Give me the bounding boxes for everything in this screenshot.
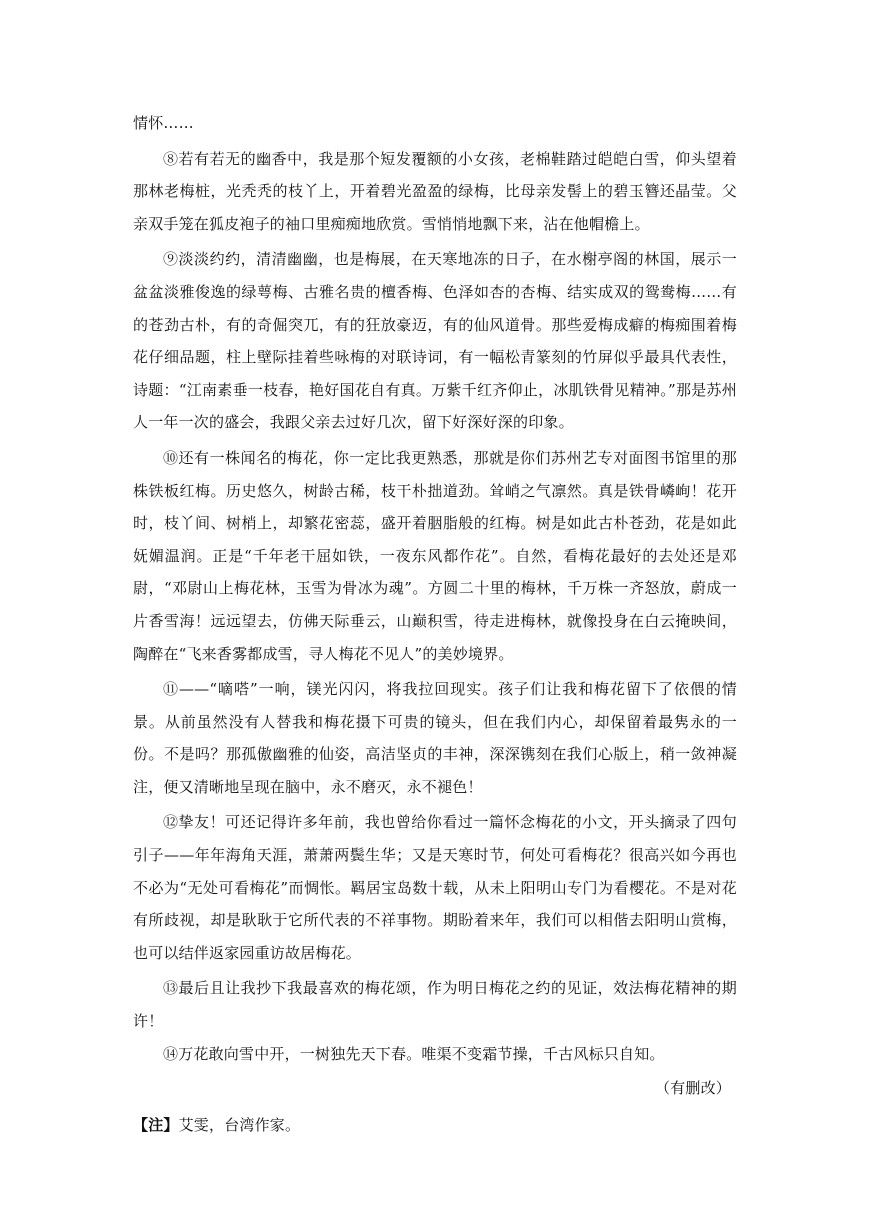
paragraph-11: ⑪——“嘀嗒”一响，镁光闪闪，将我拉回现实。孩子们让我和梅花留下了依偎的情景。从前虽然没有人替我和梅花摄下可贵的镜头，但在我们内心，却保留着最隽永的一份。不是吗？那孤傲幽雅的仙姿，高洁坚贞的丰神，深深镌刻在我们心版上，稍一敛神凝注，便又清晰地呈现在脑中，永不磨灭，永不褪色！ <box>133 680 737 796</box>
source-note: （有删改） <box>654 1079 731 1098</box>
paragraph-9: ⑨淡淡约约，清清幽幽，也是梅展，在天寒地冻的日子，在水榭亭阁的林国，展示一盆盆淡雅俊逸的绿萼梅、古雅名贵的檀香梅、色泽如杏的杏梅、结实成双的鸳鸯梅……有的苍劲古朴，有的奇倔突兀，有的狂放豪迈，有的仙风道骨。那些爱梅成癖的梅痴围着梅花仔细品题，柱上壁际挂着些咏梅的对联诗词，有一幅松青篆刻的竹屏似乎最具代表性，诗题：“江南素垂一枝春，艳好国花自有真。万紫千红齐仰止，冰肌铁骨见精神。”那是苏州人一年一次的盛会，我跟父亲去过好几次，留下好深好深的印象。 <box>133 250 737 432</box>
footnote-mark: 【注】 <box>133 1115 179 1134</box>
footnote <box>133 1109 737 1142</box>
paragraph-14: ⑭万花敢向雪中开，一树独先天下春。唯渠不变霜节操，千古风标只自知。 <box>163 1044 665 1063</box>
paragraph-10: ⑩还有一株闻名的梅花，你一定比我更熟悉，那就是你们苏州艺专对面图书馆里的那株铁板红梅。历史悠久，树龄古稀，枝干朴拙道劲。耸峭之气凛然。真是铁骨嶙峋！花开时，枝丫间、树梢上，却繁花密蕊，盛开着胭脂般的红梅。树是如此古朴苍劲，花是如此妩媚温润。正是“千年老干屈如铁，一夜东风都作花”。自然，看梅花最好的去处还是邓尉，“邓尉山上梅花林，玉雪为骨冰为魂”。方圆二十里的梅林，千万株一齐怒放，蔚成一片香雪海！远远望去，仿佛天际垂云，山巅积雪，待走进梅林，就像投身在白云掩映间，陶醉在“飞来香雾都成雪，寻人梅花不见人”的美妙境界。 <box>133 448 737 663</box>
paragraph-13: ⑬最后且让我抄下我最喜欢的梅花颂，作为明日梅花之约的见证，效法梅花精神的期许！ <box>133 979 737 1031</box>
paragraph-12: ⑫挚友！可还记得许多年前，我也曾给你看过一篇怀念梅花的小文，开头摘录了四句引子——年年海角天涯，萧萧两鬓生华；又是天寒时节，何处可看梅花？很高兴如今再也不必为“无处可看梅花”而惆怅。羁居宝岛数十载，从未上阳明山专门为看樱花。不是对花有所歧视，却是耿耿于它所代表的不祥事物。期盼着来年，我们可以相偕去阳明山赏梅，也可以结伴返家园重访故居梅花。 <box>133 813 737 962</box>
footnote-text: 艾雯，台湾作家。 <box>178 1115 301 1134</box>
article-body <box>133 107 737 1141</box>
paragraph-8: ⑧若有若无的幽香中，我是那个短发覆额的小女孩，老棉鞋踏过皑皑白雪，仰头望着那林老梅桩，光秃秃的枝丫上，开着碧光盈盈的绿梅，比母亲发髻上的碧玉簪还晶莹。父亲双手笼在狐皮袍子的袖口里痴痴地欣赏。雪悄悄地飘下来，沾在他帽檐上。 <box>133 149 737 233</box>
paragraph-continuation: 情怀…… <box>133 114 194 132</box>
